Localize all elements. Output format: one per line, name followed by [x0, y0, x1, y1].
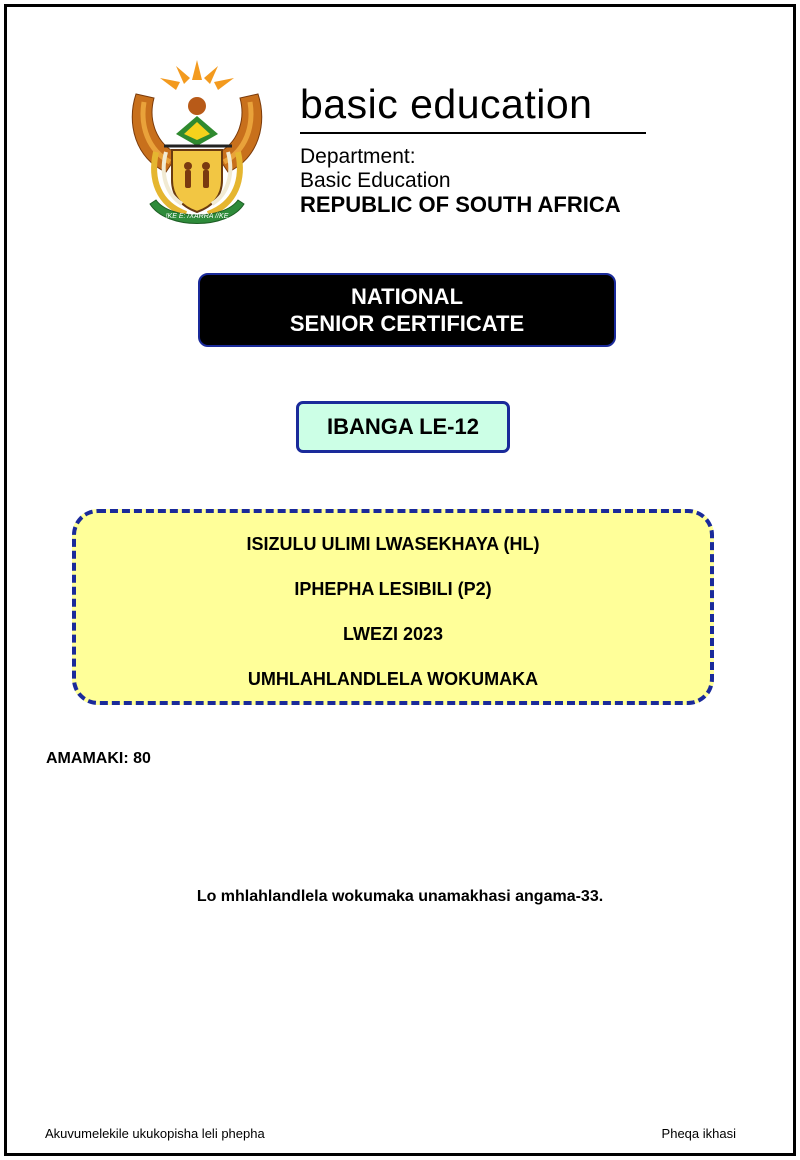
page-count-note: Lo mhlahlandlela wokumaka unamakhasi angama-33. [196, 888, 604, 905]
turn-page-note: Pheqa ikhasi [661, 1126, 736, 1141]
subject-session: LWEZI 2023 [342, 624, 444, 644]
total-marks: AMAMAKI: 80 [46, 750, 151, 767]
department-label: Department: [300, 145, 416, 168]
grade-label: IBANGA LE-12 [296, 401, 510, 453]
department-name: Basic Education [300, 169, 451, 192]
country-name: REPUBLIC OF SOUTH AFRICA [300, 192, 621, 217]
subject-paper: IPHEPHA LESIBILI (P2) [294, 579, 492, 599]
copyright-notice: Akuvumelekile ukukopisha leli phepha [45, 1126, 265, 1141]
subject-document-type: UMHLAHLANDLELA WOKUMAKA [247, 669, 539, 689]
coat-of-arms-logo [126, 54, 268, 230]
certificate-line-2: SENIOR CERTIFICATE [289, 311, 525, 336]
subject-language: ISIZULU ULIMI LWASEKHAYA (HL) [246, 534, 540, 554]
brand-divider [300, 132, 646, 134]
certificate-line-1: NATIONAL [350, 284, 464, 309]
brand-title: basic education [300, 81, 593, 127]
certificate-banner [198, 273, 616, 347]
subject-box [72, 509, 714, 705]
crest-motto: !KE E: /XARRA //KE [165, 213, 229, 220]
